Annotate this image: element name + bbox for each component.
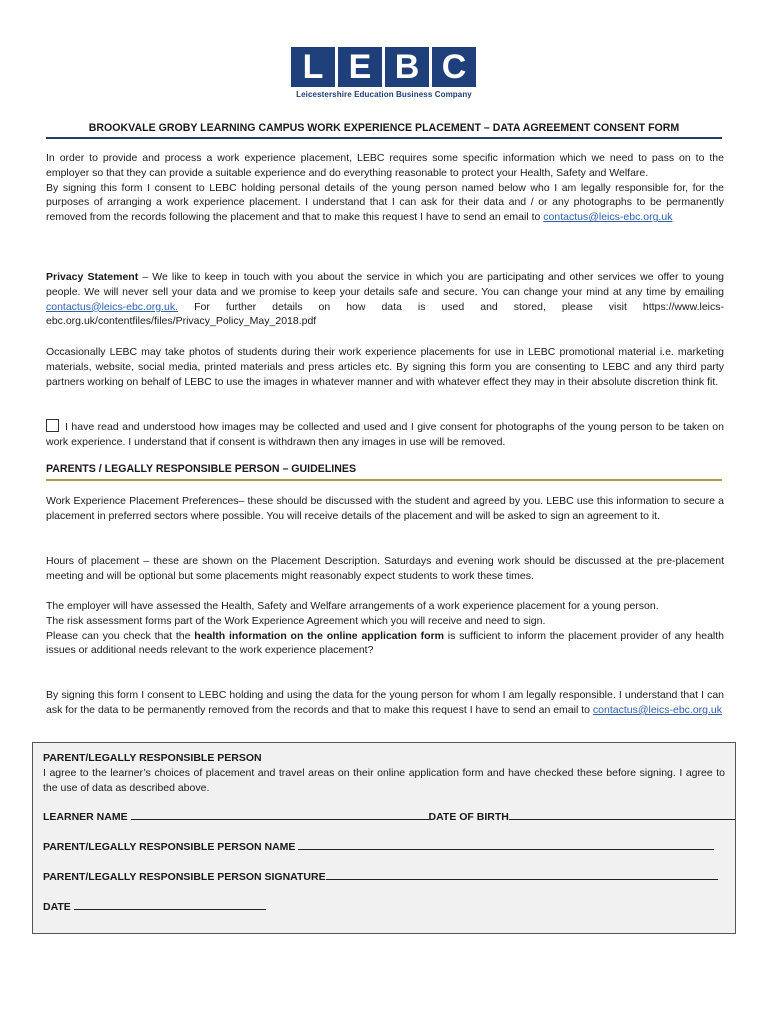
logo-letter-c: C — [432, 47, 476, 87]
guidelines-paragraph-3a: The employer will have assessed the Health, Safety and Welfare arrangements of a work experience placement for a young person. — [46, 600, 659, 612]
lebc-logo — [291, 47, 477, 99]
logo-letter-b: B — [385, 47, 429, 87]
privacy-section — [46, 270, 724, 329]
privacy-text-1: – We like to keep in touch with you about the service in which you are participating and other services we offer to young people. We will never sell your data and we promise to keep your details safe and secure. You can change your mind at any time by emailing — [46, 271, 725, 298]
guidelines-paragraph-1: Work Experience Placement Preferences– these should be discussed with the student and agreed by you. LEBC use this information to secure a placement in preferred sectors where possible. You will receive details of the placement and will be asked to sign an agreement to it. — [46, 495, 724, 522]
intro-section — [46, 151, 724, 225]
guidelines-health — [46, 599, 724, 658]
dob-field[interactable] — [509, 810, 735, 820]
guidelines-email-link[interactable]: contactus@leics-ebc.org.uk — [592, 703, 723, 716]
guidelines-preferences — [46, 494, 724, 524]
guidelines-paragraph-3b: The risk assessment forms part of the Work Experience Agreement which you will receive and need to sign. — [46, 614, 546, 627]
guidelines-p3c-bold: health information on the online application form — [194, 629, 444, 642]
logo-subtitle: Leicestershire Education Business Company — [296, 90, 472, 99]
photos-paragraph: Occasionally LEBC may take photos of students during their work experience placements for use in LEBC promotional material i.e. marketing materials, website, social media, printed materials and press articles etc. By signing this form you are consenting to LEBC and any third party partners working on behalf of LEBC to use the images in whatever manner and with whatever effect they may in their absolute discretion think fit. — [46, 346, 724, 388]
dob-label: DATE OF BIRTH — [428, 811, 509, 823]
intro-paragraph-2-text: By signing this form I consent to LEBC holding personal details of the young person named below who I am legally responsible for, for the purposes of arranging a work experience placement. I understand that I can ask for their data and / or any photographs to be permanently removed from the records following the placement and that to make this request I have to send an email to — [46, 181, 724, 224]
guidelines-heading: PARENTS / LEGALLY RESPONSIBLE PERSON – GUIDELINES — [46, 463, 722, 481]
consent-heading: PARENT/LEGALLY RESPONSIBLE PERSON — [43, 752, 262, 764]
signature-row — [43, 870, 718, 883]
privacy-text-2: For further details on how data is used and stored, please visit https://www.leics-ebc.org.uk/contentfiles/files/Privacy_Policy_May_2018.pdf — [46, 300, 724, 328]
parent-name-row — [43, 840, 714, 853]
date-label: DATE — [43, 901, 71, 913]
privacy-paragraph — [46, 270, 724, 329]
guidelines-p4-text: By signing this form I consent to LEBC holding and using the data for the young person for whom I am legally responsible. I understand that I can ask for the data to be permanently removed from the records and that to make this request I have to send an email to — [46, 689, 724, 716]
photo-consent-paragraph — [46, 419, 724, 450]
guidelines-hours — [46, 554, 724, 584]
consent-intro — [43, 751, 725, 795]
guidelines-p3c-before: Please can you check that the — [46, 629, 195, 642]
parent-name-field[interactable] — [298, 840, 714, 850]
intro-paragraph-1: In order to provide and process a work experience placement, LEBC requires some specific information which we need to pass on to the employer so that they can provide a suitable experience and do everything reasonable to protect your Health, Safety and Welfare. — [46, 152, 724, 179]
guidelines-paragraph-4 — [46, 688, 724, 718]
logo-letter-l: L — [291, 47, 335, 87]
logo-letters — [291, 47, 477, 87]
guidelines-paragraph-3c — [46, 629, 724, 659]
privacy-label: Privacy Statement — [46, 271, 139, 283]
photo-consent-checkbox[interactable] — [46, 419, 59, 432]
photo-consent-row — [46, 419, 724, 450]
learner-name-label: LEARNER NAME — [43, 811, 128, 823]
guidelines-paragraph-2: Hours of placement – these are shown on the Placement Description. Saturdays and evening work should be discussed at the pre-placement meeting and will be optional but some placements might reasonably expect students to work these times. — [46, 555, 724, 582]
form-title: BROOKVALE GROBY LEARNING CAMPUS WORK EXPERIENCE PLACEMENT – DATA AGREEMENT CONSENT FORM — [46, 122, 722, 139]
signature-field[interactable] — [326, 870, 718, 880]
date-row — [43, 900, 266, 913]
privacy-email-link[interactable]: contactus@leics-ebc.org.uk. — [46, 300, 179, 313]
consent-box — [32, 742, 736, 934]
photo-consent-text: I have read and understood how images may be collected and used and I give consent for photographs of the young person to be taken on work experience. I understand that if consent is withdrawn then any images in use will be removed. — [46, 421, 724, 448]
consent-text: I agree to the learner’s choices of placement and travel areas on their online application form and have checked these before signing. I agree to the use of data as described above. — [43, 766, 725, 794]
date-field[interactable] — [74, 900, 266, 910]
learner-name-row — [43, 810, 735, 823]
guidelines-data-consent — [46, 688, 724, 718]
learner-name-field[interactable] — [131, 810, 429, 820]
guidelines-p3c-after: is sufficient to inform the placement provider of any health issues or additional needs relevant to the work experience placement? — [46, 629, 725, 657]
photos-section — [46, 345, 724, 389]
parent-name-label: PARENT/LEGALLY RESPONSIBLE PERSON NAME — [43, 841, 296, 853]
logo-letter-e: E — [338, 47, 382, 87]
signature-label: PARENT/LEGALLY RESPONSIBLE PERSON SIGNATURE — [43, 871, 326, 883]
intro-email-link[interactable]: contactus@leics-ebc.org.uk — [543, 211, 673, 224]
intro-paragraph-2 — [46, 181, 724, 225]
